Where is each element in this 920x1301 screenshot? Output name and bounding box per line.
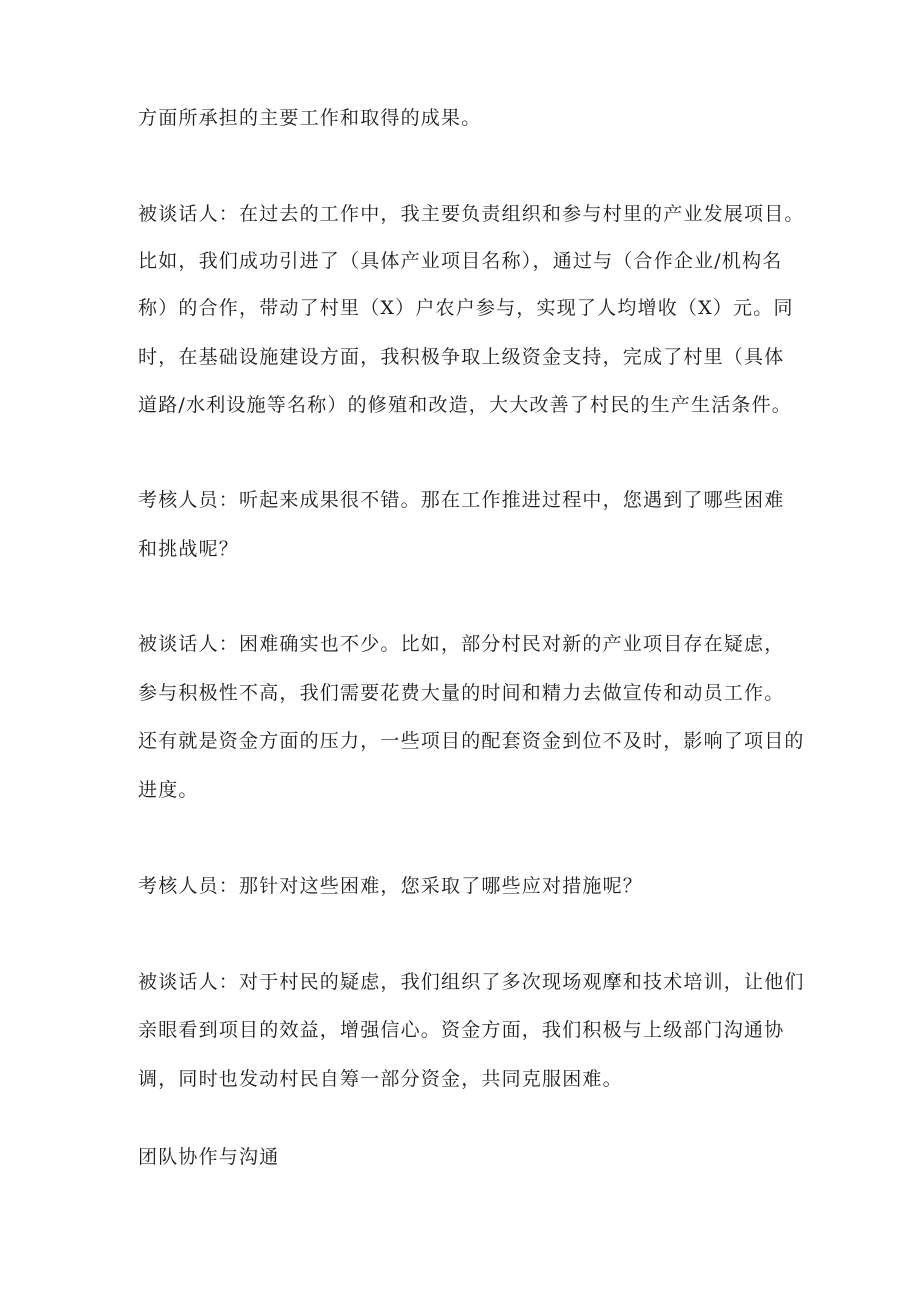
paragraph-4-line-3: 还有就是资金方面的压力，一些项目的配套资金到位不及时，影响了项目的 — [138, 730, 805, 752]
paragraph-2-line-5: 道路/水利设施等名称）的修殖和改造，大大改善了村民的生产生活条件。 — [138, 394, 793, 416]
paragraph-2-line-3: 称）的合作，带动了村里（X）户农户参与，实现了人均增收（X）元。同 — [138, 297, 794, 319]
paragraph-2-line-2: 比如，我们成功引进了（具体产业项目名称），通过与（合作企业/机构名 — [138, 250, 783, 272]
paragraph-1-line-1: 方面所承担的主要工作和取得的成果。 — [138, 107, 482, 129]
paragraph-4-line-2: 参与积极性不高，我们需要花费大量的时间和精力去做宣传和动员工作。 — [138, 682, 785, 704]
paragraph-4-line-1: 被谈话人：困难确实也不少。比如，部分村民对新的产业项目存在疑虑， — [138, 633, 785, 655]
paragraph-3-line-2: 和挑战呢？ — [138, 538, 240, 560]
paragraph-6-line-3: 调，同时也发动村民自筹一部分资金，共同克服困难。 — [138, 1068, 623, 1090]
paragraph-2-line-4: 时，在基础设施建设方面，我积极争取上级资金支持，完成了村里（具体 — [138, 346, 785, 368]
paragraph-5-line-1: 考核人员：那针对这些困难，您采取了哪些应对措施呢？ — [138, 875, 644, 897]
paragraph-3-line-1: 考核人员：听起来成果很不错。那在工作推进过程中，您遇到了哪些困难 — [138, 489, 785, 511]
paragraph-6-line-1: 被谈话人：对于村民的疑虑，我们组织了多次现场观摩和技术培训，让他们 — [138, 971, 805, 993]
paragraph-4-line-4: 进度。 — [138, 779, 199, 801]
section-heading-team-collaboration: 团队协作与沟通 — [138, 1146, 280, 1168]
paragraph-2-line-1: 被谈话人：在过去的工作中，我主要负责组织和参与村里的产业发展项目。 — [138, 203, 805, 225]
paragraph-6-line-2: 亲眼看到项目的效益，增强信心。资金方面，我们积极与上级部门沟通协 — [138, 1019, 785, 1041]
